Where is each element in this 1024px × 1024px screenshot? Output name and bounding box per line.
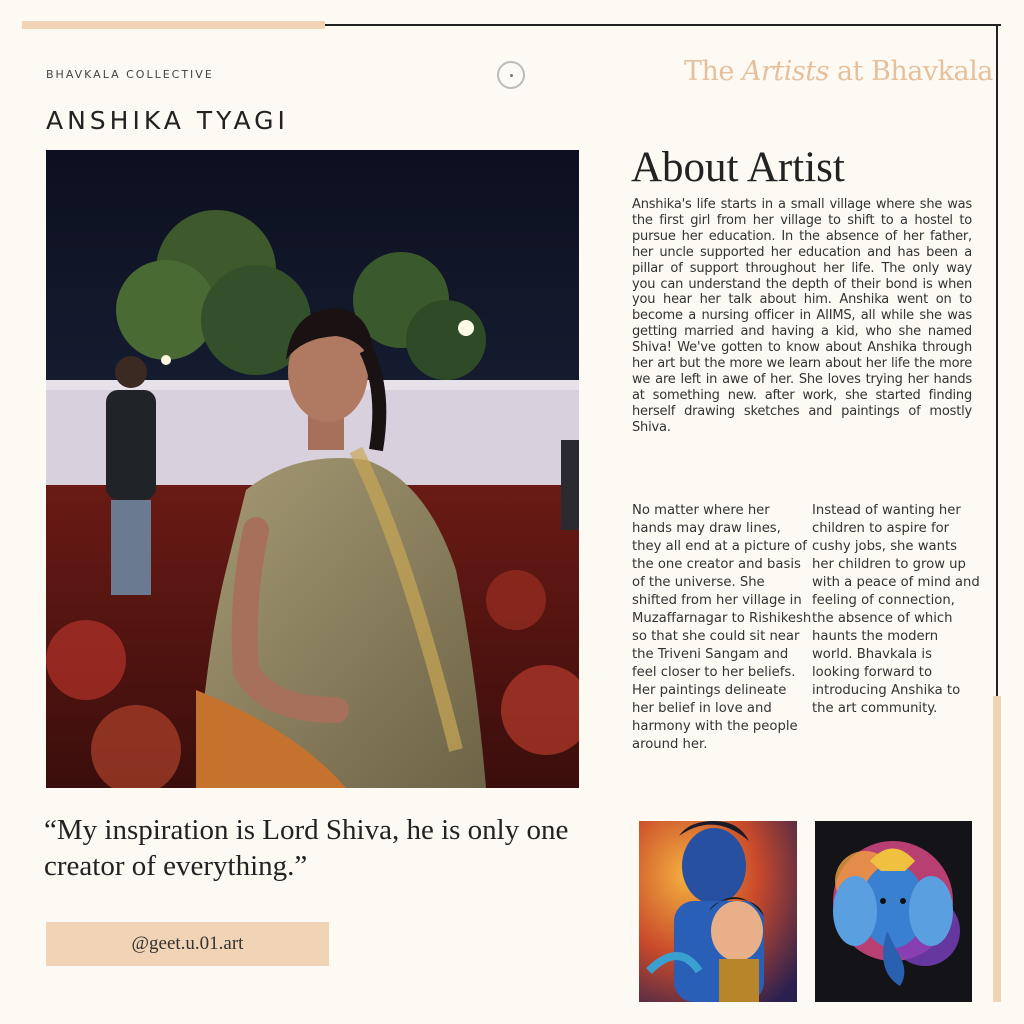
- artist-name: ANSHIKA TYAGI: [46, 106, 289, 135]
- header-title-post: at Bhavkala: [828, 56, 993, 87]
- brand-label: BHAVKALA COLLECTIVE: [46, 68, 214, 81]
- top-border-line: [325, 24, 1001, 26]
- artist-quote: “My inspiration is Lord Shiva, he is only one creator of everything.”: [44, 814, 569, 882]
- seal-icon: [497, 61, 525, 89]
- painting-ganesha: [815, 821, 972, 1002]
- about-heading: About Artist: [631, 144, 845, 191]
- header-title: [684, 56, 993, 87]
- about-column-right: Instead of wanting her children to aspire for cushy jobs, she wants her children to grow up with a peace of mind and feeling of connection, the absence of which haunts the modern world. Bhavkala is looking forward to introducing Anshika to the art community.: [812, 503, 980, 716]
- top-accent-bar: [22, 21, 325, 29]
- social-handle[interactable]: @geet.u.01.art: [131, 933, 244, 954]
- right-accent-bar: [993, 696, 1001, 1002]
- painting-shiva: [639, 821, 797, 1002]
- about-column-left: No matter where her hands may draw lines, they all end at a picture of the one creator and basis of the universe. She shifted from her village in Muzaffarnagar to Rishikesh so that she could sit near the Triveni Sangam and feel closer to her beliefs. Her paintings delineate her belief in love and harmony with the people around her.: [632, 503, 812, 752]
- header-title-pre: The: [684, 56, 742, 87]
- artist-photo: [46, 150, 579, 788]
- right-border-line: [996, 24, 998, 696]
- about-paragraph: Anshika's life starts in a small village where she was the first girl from her village to shift to a hostel to pursue her education. In the absence of her father, her uncle supported her education and has been a pillar of support throughout her life. The only way you can understand the depth of their bond is when you hear her talk about him. Anshika went on to become a nursing officer in AIIMS, all while she was getting married and having a kid, who she named Shiva! We've gotten to know about Anshika through her art but the more we learn about her life the more we are left in awe of her. She loves trying her hands at something new. after work, she started finding herself drawing sketches and paintings of mostly Shiva.: [632, 197, 972, 435]
- header-title-italic: Artists: [741, 56, 829, 87]
